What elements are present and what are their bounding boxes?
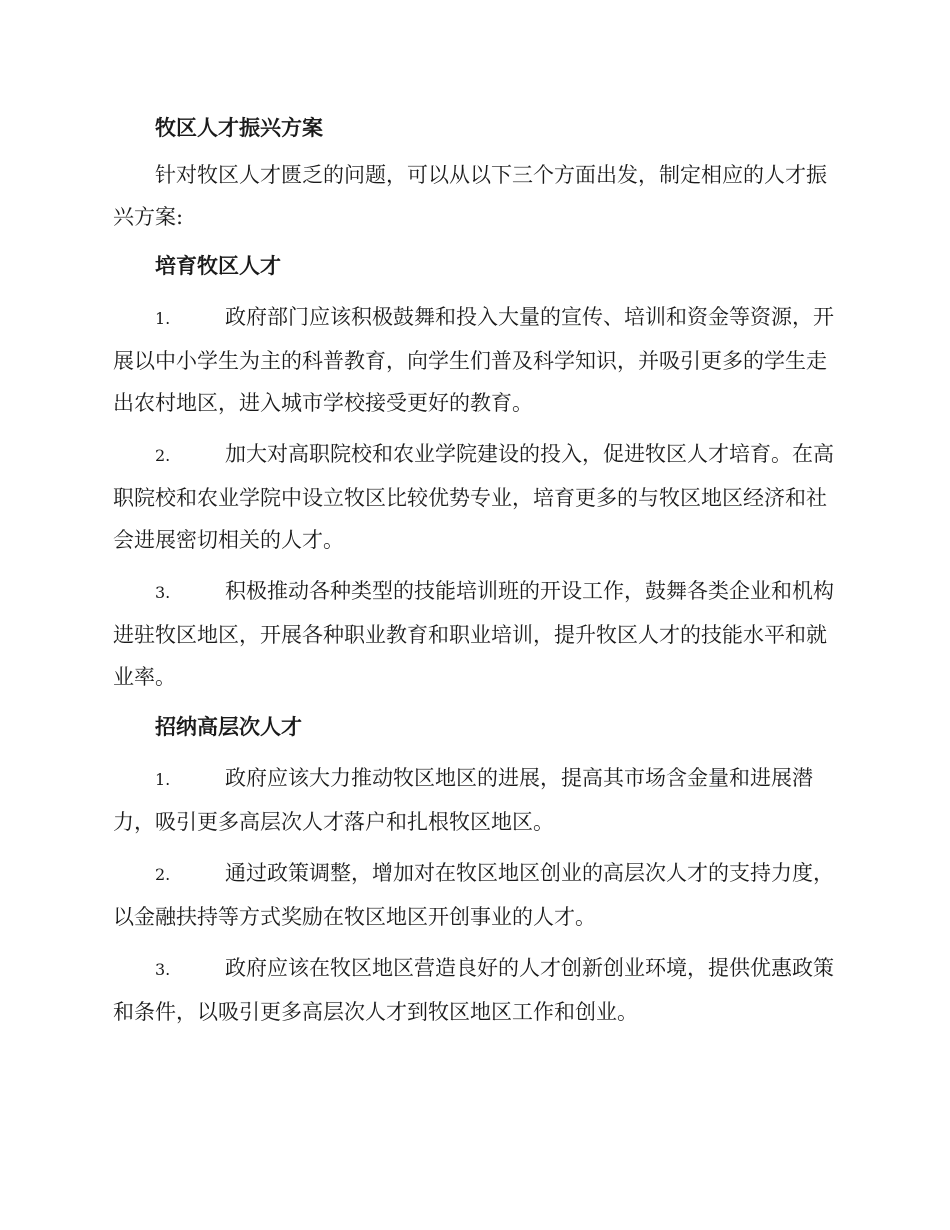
list-item xyxy=(113,947,835,1033)
section-recruit xyxy=(113,707,835,1033)
item-text: 政府部门应该积极鼓舞和投入大量的宣传、培训和资金等资源，开展以中小学生为主的科普教育，向学生们普及科学知识，并吸引更多的学生走出农村地区，进入城市学校接受更好的教育。 xyxy=(113,305,834,415)
document-page xyxy=(113,108,835,1042)
list-item xyxy=(113,570,835,698)
item-text: 积极推动各种类型的技能培训班的开设工作，鼓舞各类企业和机构进驻牧区地区，开展各种职业教育和职业培训，提升牧区人才的技能水平和就业率。 xyxy=(113,579,834,689)
item-text: 政府应该大力推动牧区地区的进展，提高其市场含金量和进展潜力，吸引更多高层次人才落户和扎根牧区地区。 xyxy=(113,766,813,834)
section-cultivate xyxy=(113,246,835,698)
item-number: 3. xyxy=(155,960,171,979)
intro-paragraph: 针对牧区人才匮乏的问题，可以从以下三个方面出发，制定相应的人才振兴方案: xyxy=(113,163,827,229)
list-item xyxy=(113,757,835,843)
section-heading: 招纳高层次人才 xyxy=(155,714,302,739)
item-number: 2. xyxy=(155,865,171,884)
item-text: 政府应该在牧区地区营造良好的人才创新创业环境，提供优惠政策和条件，以吸引更多高层次人才到牧区地区工作和创业。 xyxy=(113,956,834,1024)
item-text: 通过政策调整，增加对在牧区地区创业的高层次人才的支持力度，以金融扶持等方式奖励在牧区地区开创事业的人才。 xyxy=(113,861,834,929)
item-number: 1. xyxy=(155,770,171,789)
item-number: 2. xyxy=(155,446,171,465)
document-title: 牧区人才振兴方案 xyxy=(155,115,323,140)
item-number: 3. xyxy=(155,583,171,602)
list-item xyxy=(113,296,835,424)
item-number: 1. xyxy=(155,309,171,328)
list-item xyxy=(113,433,835,561)
item-text: 加大对高职院校和农业学院建设的投入，促进牧区人才培育。在高职院校和农业学院中设立牧区比较优势专业，培育更多的与牧区地区经济和社会进展密切相关的人才。 xyxy=(113,442,834,552)
list-item xyxy=(113,852,835,938)
section-heading: 培育牧区人才 xyxy=(155,253,281,278)
